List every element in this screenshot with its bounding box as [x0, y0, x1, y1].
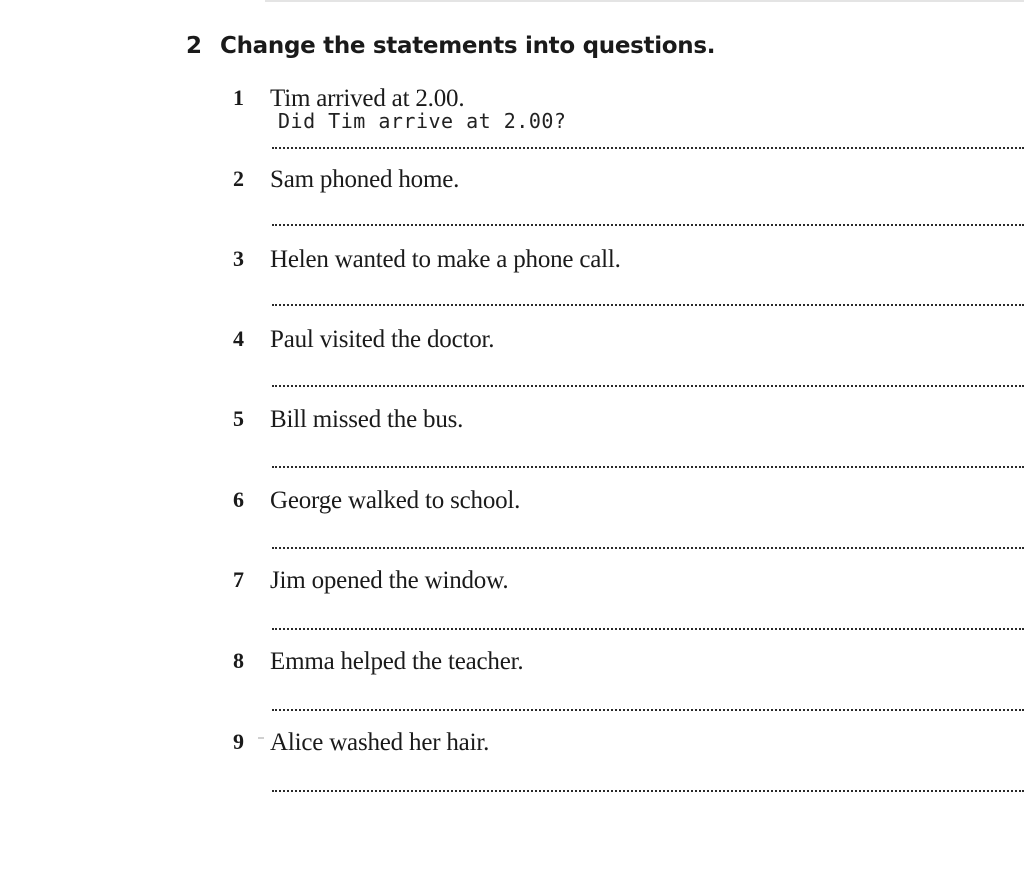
exercise-item-5 [0, 406, 1024, 486]
item-number: 6 [233, 487, 244, 512]
answer-line[interactable] [272, 304, 1024, 306]
exercise-item-8 [0, 648, 1024, 728]
exercise-item-6 [0, 487, 1024, 567]
exercise-item-2 [0, 166, 1024, 246]
exercise-item-3 [0, 246, 1024, 326]
stray-mark [258, 737, 264, 739]
answer-line[interactable] [272, 466, 1024, 468]
exercise-number: 2 [186, 33, 202, 59]
answer-line[interactable] [272, 709, 1024, 711]
answer-line[interactable] [272, 790, 1024, 792]
item-number: 8 [233, 648, 244, 673]
item-statement: Helen wanted to make a phone call. [270, 246, 621, 273]
exercise-item-1 [0, 85, 1024, 165]
item-number: 4 [233, 326, 244, 351]
exercise-item-7 [0, 567, 1024, 647]
item-statement: George walked to school. [270, 487, 521, 514]
item-statement: Paul visited the doctor. [270, 326, 495, 353]
item-statement: Sam phoned home. [270, 166, 460, 193]
item-statement: Emma helped the teacher. [270, 648, 524, 675]
answer-line[interactable] [272, 147, 1024, 149]
item-answer-handwritten: Did Tim arrive at 2.00? [278, 109, 567, 133]
page-top-rule [265, 0, 1024, 2]
item-number: 9 [233, 729, 244, 754]
answer-line[interactable] [272, 628, 1024, 630]
item-number: 2 [233, 166, 244, 191]
answer-line[interactable] [272, 224, 1024, 226]
item-statement: Alice washed her hair. [270, 729, 490, 756]
item-number: 3 [233, 246, 244, 271]
item-number: 7 [233, 567, 244, 592]
answer-line[interactable] [272, 547, 1024, 549]
exercise-item-9 [0, 729, 1024, 809]
answer-line[interactable] [272, 385, 1024, 387]
item-statement: Jim opened the window. [270, 567, 509, 594]
exercise-instruction: Change the statements into questions. [220, 33, 716, 59]
item-statement: Bill missed the bus. [270, 406, 464, 433]
item-statement: Tim arrived at 2.00. [270, 85, 465, 112]
item-number: 5 [233, 406, 244, 431]
item-number: 1 [233, 85, 244, 110]
exercise-heading [186, 33, 715, 59]
exercise-item-4 [0, 326, 1024, 406]
